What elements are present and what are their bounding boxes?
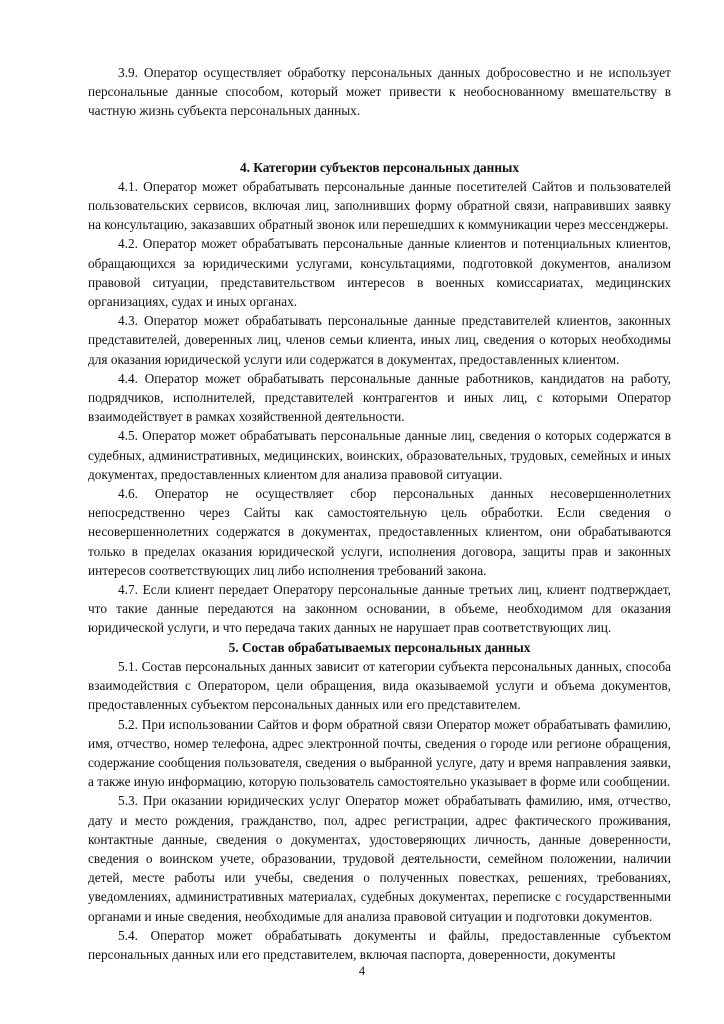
paragraph-4-7: 4.7. Если клиент передает Оператору персональные данные третьих лиц, клиент подтверждает, что такие данные передаются на законном основании, в объеме, необходимом для оказания юридической услуги, и что передача таких данных не нарушает прав соответствующих лиц. bbox=[88, 582, 671, 636]
paragraph-5-4: 5.4. Оператор может обрабатывать документы и файлы, предоставленные субъектом персональных данных или его представителем, включая паспорта, доверенности, документы bbox=[88, 927, 671, 962]
section-5 bbox=[88, 638, 671, 964]
section-5-title: 5. Состав обрабатываемых персональных данных bbox=[228, 639, 531, 655]
page-number: 4 bbox=[358, 964, 366, 978]
paragraph-4-4: 4.4. Оператор может обрабатывать персональные данные работников, кандидатов на работу, подрядчиков, исполнителей, представителей контрагентов и иных лиц, с которыми Оператор взаимодействует в рамках хозяйственной деятельности. bbox=[88, 370, 671, 425]
paragraph-4-5: 4.5. Оператор может обрабатывать персональные данные лиц, сведения о которых содержатся в судебных, административных, медицинских, воинских, образовательных, трудовых, семейных и иных документах, предоставленных клиентом для анализа правовой ситуации. bbox=[88, 428, 671, 482]
paragraph-4-2: 4.2. Оператор может обрабатывать персональные данные клиентов и потенциальных клиентов, обращающихся за юридическими услугами, консультациями, подготовкой документов, анализом правовой ситуации, представительством интересов в военных комиссариатах, медицинских организациях, судах и иных органах. bbox=[88, 236, 671, 310]
paragraph-4-6: 4.6. Оператор не осуществляет сбор персональных данных несовершеннолетних непосредственно через Сайты как самостоятельную цель обработки. Если сведения о несовершеннолетних содержатся в документах, предоставленных клиентом, они обрабатываются только в пределах оказания юридической услуги, исполнения договора, защиты прав и законных интересов соответствующих лиц либо исполнения требований закона. bbox=[88, 486, 671, 578]
document-page bbox=[88, 63, 671, 964]
paragraph-5-1: 5.1. Состав персональных данных зависит от категории субъекта персональных данных, способа взаимодействия с Оператором, цели обращения, вида оказываемой услуги и объема документов, предоставленных субъектом персональных данных или его представителем. bbox=[88, 658, 671, 713]
section-4-title: 4. Категории субъектов персональных данных bbox=[239, 159, 520, 175]
section-3-tail bbox=[88, 63, 671, 121]
paragraph-5-3: 5.3. При оказании юридических услуг Оператор может обрабатывать фамилию, имя, отчество, дату и место рождения, гражданство, пол, адрес регистрации, адрес фактического проживания, контактные данные, сведения о документах, удостоверяющих личность, данные доверенности, сведения о воинском учете, образовании, трудовой деятельности, семейном положении, наличии детей, месте работы или учебы, сведения о полученных повестках, решениях, требованиях, уведомлениях, административных материалах, судебных документах, переписке с государственными органами и иные сведения, необходимые для анализа правовой ситуации и подготовки документов. bbox=[88, 793, 671, 924]
paragraph-3-9: 3.9. Оператор осуществляет обработку персональных данных добросовестно и не использует персональные данные способом, который может привести к необоснованному вмешательству в частную жизнь субъекта персональных данных. bbox=[88, 65, 671, 119]
paragraph-5-2: 5.2. При использовании Сайтов и форм обратной связи Оператор может обрабатывать фамилию, имя, отчество, номер телефона, адрес электронной почты, сведения о городе или регионе обращения, содержание сообщения пользователя, сведения о выбранной услуге, дату и время направления заявки, а также иную информацию, которую пользователь самостоятельно указывает в форме или сообщении. bbox=[88, 716, 671, 790]
section-4 bbox=[88, 158, 671, 638]
paragraph-4-1: 4.1. Оператор может обрабатывать персональные данные посетителей Сайтов и пользователей пользовательских сервисов, включая лиц, заполнивших форму обратной связи, направивших заявку на консультацию, заказавших обратный звонок или перешедших к коммуникации через мессенджеры. bbox=[88, 178, 671, 233]
paragraph-4-3: 4.3. Оператор может обрабатывать персональные данные представителей клиентов, законных представителей, доверенных лиц, членов семьи клиента, иных лиц, сведения о которых необходимы для оказания юридической услуги или содержатся в документах, предоставленных клиентом. bbox=[88, 313, 671, 367]
